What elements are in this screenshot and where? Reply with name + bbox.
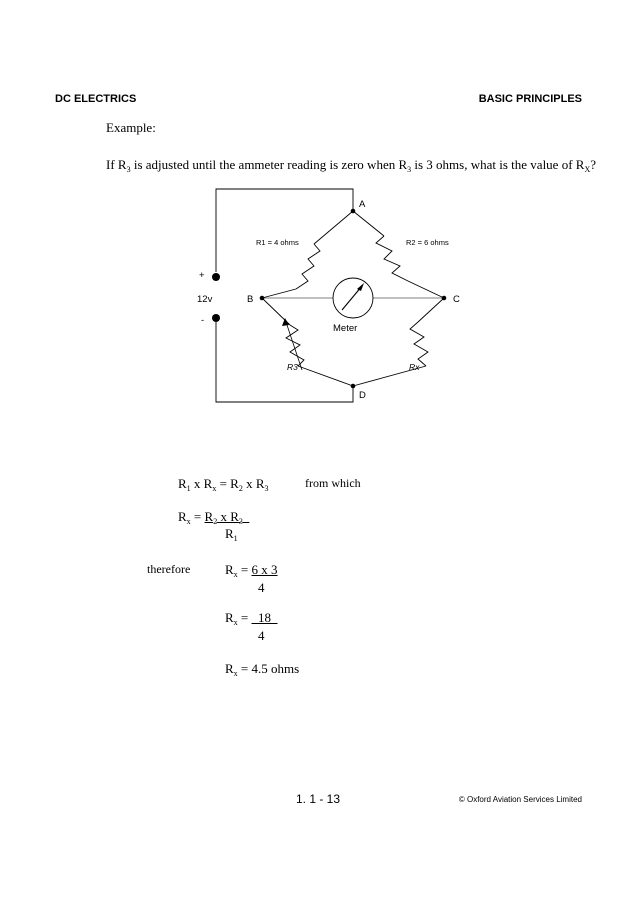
node-a-label: A: [359, 199, 366, 210]
wire-c-rx: [418, 298, 444, 322]
r3-label: R3: [287, 362, 298, 372]
node-d-dot: [351, 384, 356, 389]
from-which-text: from which: [305, 476, 361, 490]
node-c-label: C: [453, 294, 460, 305]
equation-rx-formula: $R_x = R_2$ x $R_3$: [178, 509, 243, 526]
header-right: BASIC PRINCIPLES: [478, 93, 582, 105]
node-d-label: D: [359, 390, 366, 401]
equation-product-denominator: 4: [258, 628, 265, 643]
resistor-r2: [376, 236, 408, 281]
wire-a-r2: [353, 211, 384, 236]
equation-rx-denominator: $R_1$: [225, 526, 238, 543]
supply-voltage-label: 12v: [197, 294, 213, 305]
equation-substitution: $R_x = 6$ x 3: [225, 562, 278, 579]
wire-r2-c: [408, 281, 444, 298]
node-a-dot: [351, 209, 356, 214]
wire-r3-d: [298, 366, 353, 386]
equation-product: $R_x$ = 18: [225, 610, 272, 627]
equation-result: $R_x = 4.5$ ohms: [225, 661, 300, 678]
r3-arrowhead: [282, 318, 289, 326]
meter-needle-arrowhead: [357, 283, 364, 291]
meter-label: Meter: [333, 323, 358, 334]
positive-terminal: [212, 273, 220, 281]
plus-sign: +: [199, 270, 205, 281]
minus-sign: -: [201, 315, 205, 326]
node-b-dot: [260, 296, 265, 301]
example-label: Example:: [106, 120, 156, 135]
r2-label: R2 = 6 ohms: [406, 238, 449, 247]
header-left: DC ELECTRICS: [55, 93, 137, 105]
equation-balance: $R_1$ x $R_x = R_2$ x $R_3$: [178, 476, 269, 493]
copyright-notice: © Oxford Aviation Services Limited: [458, 795, 582, 804]
wire-top: [216, 189, 353, 272]
r1-label: R1 = 4 ohms: [256, 238, 299, 247]
question-text: If $R_3$ is adjusted until the ammeter reading is zero when $R_3$ is 3 ohms, what is the value of $R_X$?: [106, 157, 597, 174]
meter-circle: [333, 278, 373, 318]
wire-bottom: [216, 322, 353, 402]
node-c-dot: [442, 296, 447, 301]
therefore-text: therefore: [147, 562, 191, 576]
rx-label: Rx: [409, 362, 420, 372]
resistor-r1: [296, 244, 320, 289]
node-b-label: B: [247, 294, 254, 305]
wire-r1-b: [262, 289, 296, 298]
page-number: 1. 1 - 13: [296, 792, 341, 806]
equation-substitution-denominator: 4: [258, 580, 265, 595]
resistor-rx: [410, 322, 428, 366]
negative-terminal: [212, 314, 220, 322]
wire-a-r1: [314, 211, 353, 244]
